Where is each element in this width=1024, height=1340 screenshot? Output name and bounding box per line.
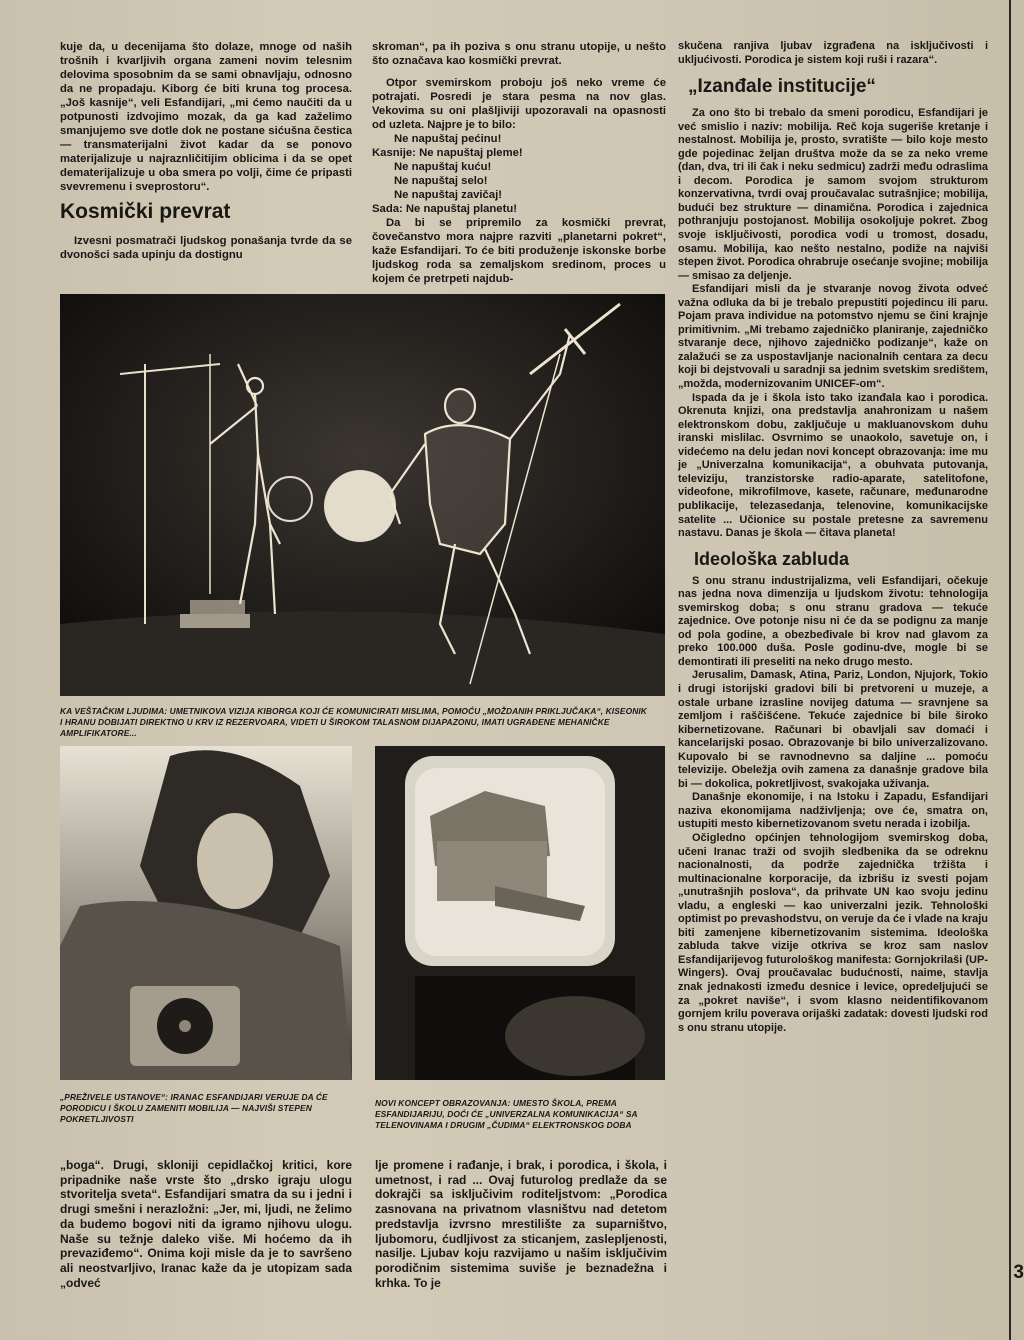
paragraph: Jerusalim, Damask, Atina, Pariz, London, Njujork, Tokio i drugi istorijski gradovi bili bi pretvoreni u muzeje, a ostale urbane izrasline novijeg datuma — sravnjene sa zemljom i raščišćene. Tekuće zajednice bi bile široko kibernetizovane. Računari bi obavljali sav domaći i kancelarijski posao. Obrazovanje bi bilo univerzalizovano. Kupovalo bi se ravnodnevno sa daljine ... pomoću televizije. Obeležja ovih zamena za današnje gradove bila bi — dokolica, pokretljivost, svakojaka uživanja. xyxy=(678,669,988,790)
section-heading: „Izanđale institucije“ xyxy=(688,76,876,98)
paragraph: Esfandijari misli da je stvaranje novog života odveć važna odluka da bi je trebalo prepustiti pojedincu ili paru. Pojam prava individue na potomstvo njemu se čini krajnje primitivnim. „Mi trebamo zajedničko planiranje, zajedničko stvaranje dece, njihovo zajedničko podizanje“, kaže on zalažući se za uspostavljanje nacionalnih centara za decu koji bi dejstvovali u saradnji sa jednim svetskim središtem, „možda, modernizovanim UNICEF-om“. xyxy=(678,283,988,391)
child-photo xyxy=(60,746,352,1080)
column-1-top xyxy=(60,40,352,262)
main-caption: KA VEŠTAČKIM LJUDIMA: UMETNIKOVA VIZIJA KIBORGA KOJI ĆE KOMUNICIRATI MISLIMA, POMOĆU „MOŽDANIH PRIKLJUČAKA“, KISEONIK I HRANU DOBIJATI DIREKTNO U KRV IZ REZERVOARA, VIDETI U ŠIROKOM TALASNOM DIJAPAZONU, IMATI UGRAĐENE MEHANIČKE AMPLIFIKATORE... xyxy=(60,706,647,738)
tv-photo-image xyxy=(375,746,665,1080)
cyborg-drawing xyxy=(60,294,665,696)
paragraph: Očigledno općinjen tehnologijom svemirskog doba, učeni Iranac traži od svojih sledbenika da se odreknu nacionalnosti, da podrže zajednička tržišta i multinacionalne korporacije, da izbrišu iz svesti pojam „unutrašnjih poslova“, da prihvate UN kao svoju jedinu vladu, a engleski — kao univerzalni jezik. Tehnološki optimist po prevashodstvu, on veruje da će i vlade na kraju biti zamenjene kibernetizovanim sistemima. Ideološka zabluda takve vizije otkriva se kroz sam naslov Esfandijarijevog futurološkog manifesta: Gornjokrilaši (UP-Wingers). Ovaj proučavalac budućnosti, naime, stavlja znak jednakosti između desnice i levice, opredeljujući se za „pokret naviše“, i svom klasno neidentifikovanom gornjem krilu poverava orijaški zadatak: dovesti ljudski rod s onu stranu utopije. xyxy=(678,831,988,1034)
verse-line: Ne napuštaj selo! xyxy=(394,175,488,187)
child-photo-image xyxy=(60,746,352,1080)
column-2-top xyxy=(372,40,666,286)
column-2-bottom xyxy=(375,1158,667,1290)
paragraph: Ispada da je i škola isto tako izanđala kao i porodica. Okrenuta knjizi, ona predstavlja anahronizam u našem elektronskom dobu, zaključuje u makluanovskom duhu iranski mislilac. Osvrnimo se unaokolo, savetuje on, i videćemo na delu jedan novi koncept obrazovanja: ime mu je „Univerzalna komunikacija“, a obuhvata putovanja, televiziju, tranzistorske radio-aparate, satelitofone, videofone, mikrofilmove, kasete, računare, međunarodne publikacije, telezasedanja, telenovine, komunikacijske satelite ... Učionice su postale pretesne za savremenu nastavu. Danas je škola — čitava planeta! xyxy=(678,391,988,540)
paragraph: Za ono što bi trebalo da smeni porodicu, Esfandijari je već smislio i naziv: mobilija. Reč koja sugeriše kretanje i nestalnost. Mobilija je, prosto, svratište — bilo koje mesto gde pojedinac željan društva može da se za neko vreme (dan, dva, tri ili čak i neku sedmicu) zadrži među odraslima i decom. Porodica je samom svojom strukturom konzervativna, tvrdi ovaj proučavalac sutrašnjice; mobilija, budući bez strukture — dinamična. Porodica i zajednica pothranjuju postojanost. Mobilija osokoljuje pokret. Zbog svoje isključivosti, porodica vodi u tromost, dosadu, osamu. Mobilija, kao nešto nestalno, podiže na najviši stepen život. Porodica ohrabruje osećanje svojine; mobilija — smisao za deljenje. xyxy=(678,107,988,282)
verse-line: Ne napuštaj kuću! xyxy=(394,161,492,173)
left-photo-caption: „PREŽIVELE USTANOVE“: IRANAC ESFANDIJARI VERUJE DA ĆE PORODICU I ŠKOLU ZAMENITI MOBILIJA — NAJVIŠI STEPEN POKRETLJIVOSTI xyxy=(60,1092,328,1124)
verse-line: Ne napuštaj pećinu! xyxy=(394,133,502,145)
paragraph: Da bi se pripremilo za kosmički prevrat, čovečanstvo mora najpre razviti „planetarni pokret“, kaže Esfandijari. To će biti produženje iskonske borbe ljudskog roda sa zemaljskom sredinom, proces u kojem će pretrpeti najdub- xyxy=(372,217,666,285)
paragraph: Otpor svemirskom proboju još neko vreme će potrajati. Posredi je stara pesma na nov glas. Vekovima su oni plašljiviji upozoravali na opasnosti od uzleta. Najpre je to bilo: xyxy=(372,77,666,131)
paragraph: lje promene i rađanje, i brak, i porodica, i škola, i umetnost, i rad ... Ovaj futurolog predlaže da se dokrajči sa isključivim roditeljstvom: „Porodica zasnovana na privatnom vlasništvu nad detetom predstavlja izvrsno mrestilište za suparništvo, ljubomoru, ćudljivost za sticanjem, zaslepljenosti, nasilje. Ljubav koju razvijamo u našim isključivim porodičnim sistemima suviše je beznadežna i krhka. To je xyxy=(375,1158,667,1290)
page-number: 3 xyxy=(1013,1262,1024,1283)
verse-line: Sada: Ne napuštaj planetu! xyxy=(372,203,518,215)
paragraph: kuje da, u decenijama što dolaze, mnoge od naših trošnih i kvarljivih organa zameni novim telesnim delovima sposobnim da se sami obnavljaju, odnosno da ne propadaju. Kiborg će biti kruna tog procesa. „Još kasnije“, veli Esfandijari, „mi ćemo naučiti da u potpunosti izdvojimo mozak, da ga kad zaželimo smanjujemo sve dotle dok ne postane sićušna čestica — transmaterijalni život kadar da se ponovo materijalizuje u najraznličitijim oblicima i da se opet dematerijalizuje u oba smera po volji, čime će pripasti svevremenu i sveprostoru“. xyxy=(60,41,352,193)
tv-photo xyxy=(375,746,665,1080)
section-heading: Kosmički prevrat xyxy=(60,200,231,223)
paragraph: skučena ranjiva ljubav izgrađena na isključivosti i ukljućivosti. Porodica je sistem koji ruši i razara“. xyxy=(678,40,988,66)
paragraph: Današnje ekonomije, i na Istoku i Zapadu, Esfandijari naziva ekonomijama nadživljenja; ove će, smatra on, ustupiti mesto kibernetizovanom svetu nerada i izobilja. xyxy=(678,791,988,831)
paragraph: S onu stranu industrijalizma, veli Esfandijari, očekuje nas jedna nova dimenzija u ljudskom životu: tehnologija svemirskog doba; s onu stranu gradova — tekuće zajednice. Ove potonje nisu ni će da se podignu za manje od pola godine, a obezbeđivale bi krov nad glavom za preko 100.000 duša. Posle godinu-dve, mogle bi se demontirati ili preseliti na neko drugo mesto. xyxy=(678,574,988,668)
verse-line: Ne napuštaj zavičaj! xyxy=(394,189,502,201)
page-edge-line xyxy=(1009,0,1011,1340)
column-3 xyxy=(678,40,988,1035)
paragraph: Izvesni posmatrači ljudskog ponašanja tvrde da se dvonošci sada upinju da dostignu xyxy=(60,235,352,261)
column-1-bottom xyxy=(60,1158,352,1290)
right-photo-caption: NOVI KONCEPT OBRAZOVANJA: UMESTO ŠKOLA, PREMA ESFANDIJARIJU, DOĆI ĆE „UNIVERZALNA KOMUNIKACIJA“ SA TELENOVINAMA I DRUGIM „ČUDIMA“ ELEKTRONSKOG DOBA xyxy=(375,1098,638,1130)
cyborg-illustration xyxy=(60,294,665,696)
paragraph: skroman“, pa ih poziva s onu stranu utopije, u nešto što označava kao kosmički prevrat. xyxy=(372,41,666,67)
section-heading: Ideološka zabluda xyxy=(694,548,850,569)
paragraph: „boga“. Drugi, skloniji cepidlačkoj kritici, kore pripadnike naše vrste što „drsko igraju ulogu stvoritelja sveta“. Esfandijari smatra da su i jedni i drugi smešni i nerazložni: „Jer, mi, ljudi, ne želimo da budemo bogovi niti da igramo njihovu ulogu. Naše su težnje daleko više. Mi hoćemo da ih prevaziđemo“. Onima koji misle da je to savršeno ali neostvarljivo, Iranac kaže da je utopizam sada „odveć xyxy=(60,1158,352,1290)
verse-line: Kasnije: Ne napuštaj pleme! xyxy=(372,147,523,159)
